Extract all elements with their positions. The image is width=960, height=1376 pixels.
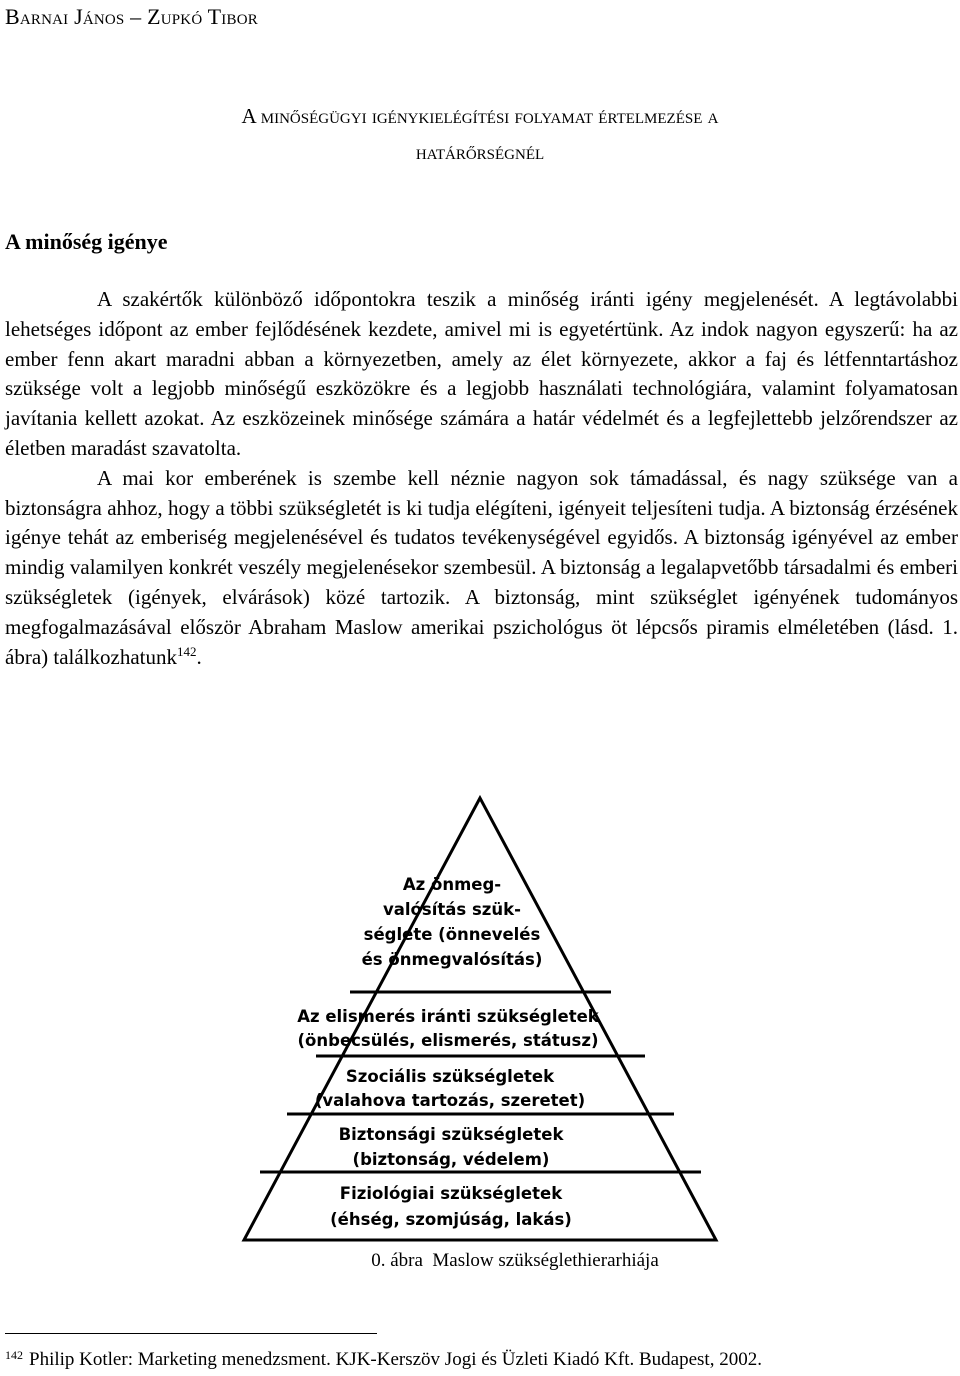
maslow-pyramid-figure bbox=[0, 760, 960, 1260]
footnote-number: 142 bbox=[5, 1348, 23, 1362]
article-title-line-1: A minőségügyi igénykielégítési folyamat értelmezése a bbox=[241, 104, 719, 128]
pyramid-level-3-line-1: Szociális szükségletek bbox=[345, 1067, 555, 1086]
pyramid-level-2-line-2: (önbecsülés, elismerés, státusz) bbox=[297, 1031, 599, 1050]
pyramid-level-4-line-1: Biztonsági szükségletek bbox=[338, 1125, 564, 1144]
pyramid-level-5-line-2: (éhség, szomjúság, lakás) bbox=[330, 1210, 572, 1229]
paragraph-1: A szakértők különböző időpontokra teszik a minőség iránti igény megjelenését. A legtávolabbi lehetséges időpont az ember fejlődésének kezdete, amivel mi is egyetértünk. Az indok nagyon egyszerű: ha az ember fenn akart maradni abban a környezetben, amely az élet környezete, akkor a faj és létfenntartáshoz szüksége volt a legjobb minőségű eszközökre és a legjobb használati technológiára, valamint folyamatosan javítania kellett azokat. Az eszközeinek minősége számára a határ védelmét és a legfejlettebb jelzőrendszer az életben maradást szavatolta. bbox=[5, 287, 958, 460]
pyramid-level-1-line-1: Az önmeg- bbox=[402, 875, 502, 894]
maslow-pyramid-svg bbox=[0, 760, 960, 1260]
footnote-reference: 142 bbox=[177, 643, 197, 659]
article-title bbox=[60, 98, 900, 170]
paragraph-2-end: . bbox=[196, 644, 202, 669]
footnote bbox=[5, 1349, 762, 1371]
pyramid-level-3-line-2: (valahova tartozás, szeretet) bbox=[314, 1091, 586, 1110]
paragraph-2-text: A mai kor emberének is szembe kell néznie nagyon sok támadással, és nagy szüksége van a biztonságra ahhoz, hogy a többi szükségletét is ki tudja elégíteni, igényeit teljesíteni tudja. A biztonság érzésének igénye tehát az emberiség megjelenésével és tudatos tevékenységével egyidős. A biztonság igényével az ember mindig valamilyen konkrét veszély megjelenésekor szembesül. A biztonság a legalapvetőbb társadalmi és emberi szükségletek (igények, elvárások) közé tartozik. A biztonság, mint szükséglet igényének tudományos megfogalmazásával először Abraham Maslow amerikai pszichológus öt lépcsős piramis elméletében (lásd. 1. ábra) találkozhatunk bbox=[5, 465, 958, 669]
pyramid-level-1-line-4: és önmegvalósítás) bbox=[361, 950, 543, 969]
article-title-line-2: határőrségnél bbox=[415, 140, 545, 164]
paragraph-2 bbox=[5, 464, 958, 673]
figure-caption: 0. ábra Maslow szükséglethierarhiája bbox=[371, 1250, 659, 1271]
pyramid-level-2-line-1: Az elismerés iránti szükségletek bbox=[297, 1007, 599, 1026]
footnote-separator bbox=[5, 1333, 377, 1334]
pyramid-level-1-line-3: séglete (önnevelés bbox=[363, 925, 541, 944]
section-heading: A minőség igénye bbox=[5, 229, 168, 254]
running-header-authors: Barnai János – Zupkó Tibor bbox=[5, 4, 258, 29]
body-text bbox=[5, 285, 958, 672]
pyramid-level-4-line-2: (biztonság, védelem) bbox=[352, 1150, 550, 1169]
footnote-text: Philip Kotler: Marketing menedzsment. KJK-Kerszöv Jogi és Üzleti Kiadó Kft. Budapest, 2002. bbox=[29, 1349, 762, 1370]
pyramid-level-1-line-2: valósítás szük- bbox=[383, 900, 521, 919]
pyramid-level-5-line-1: Fiziológiai szükségletek bbox=[339, 1184, 563, 1203]
